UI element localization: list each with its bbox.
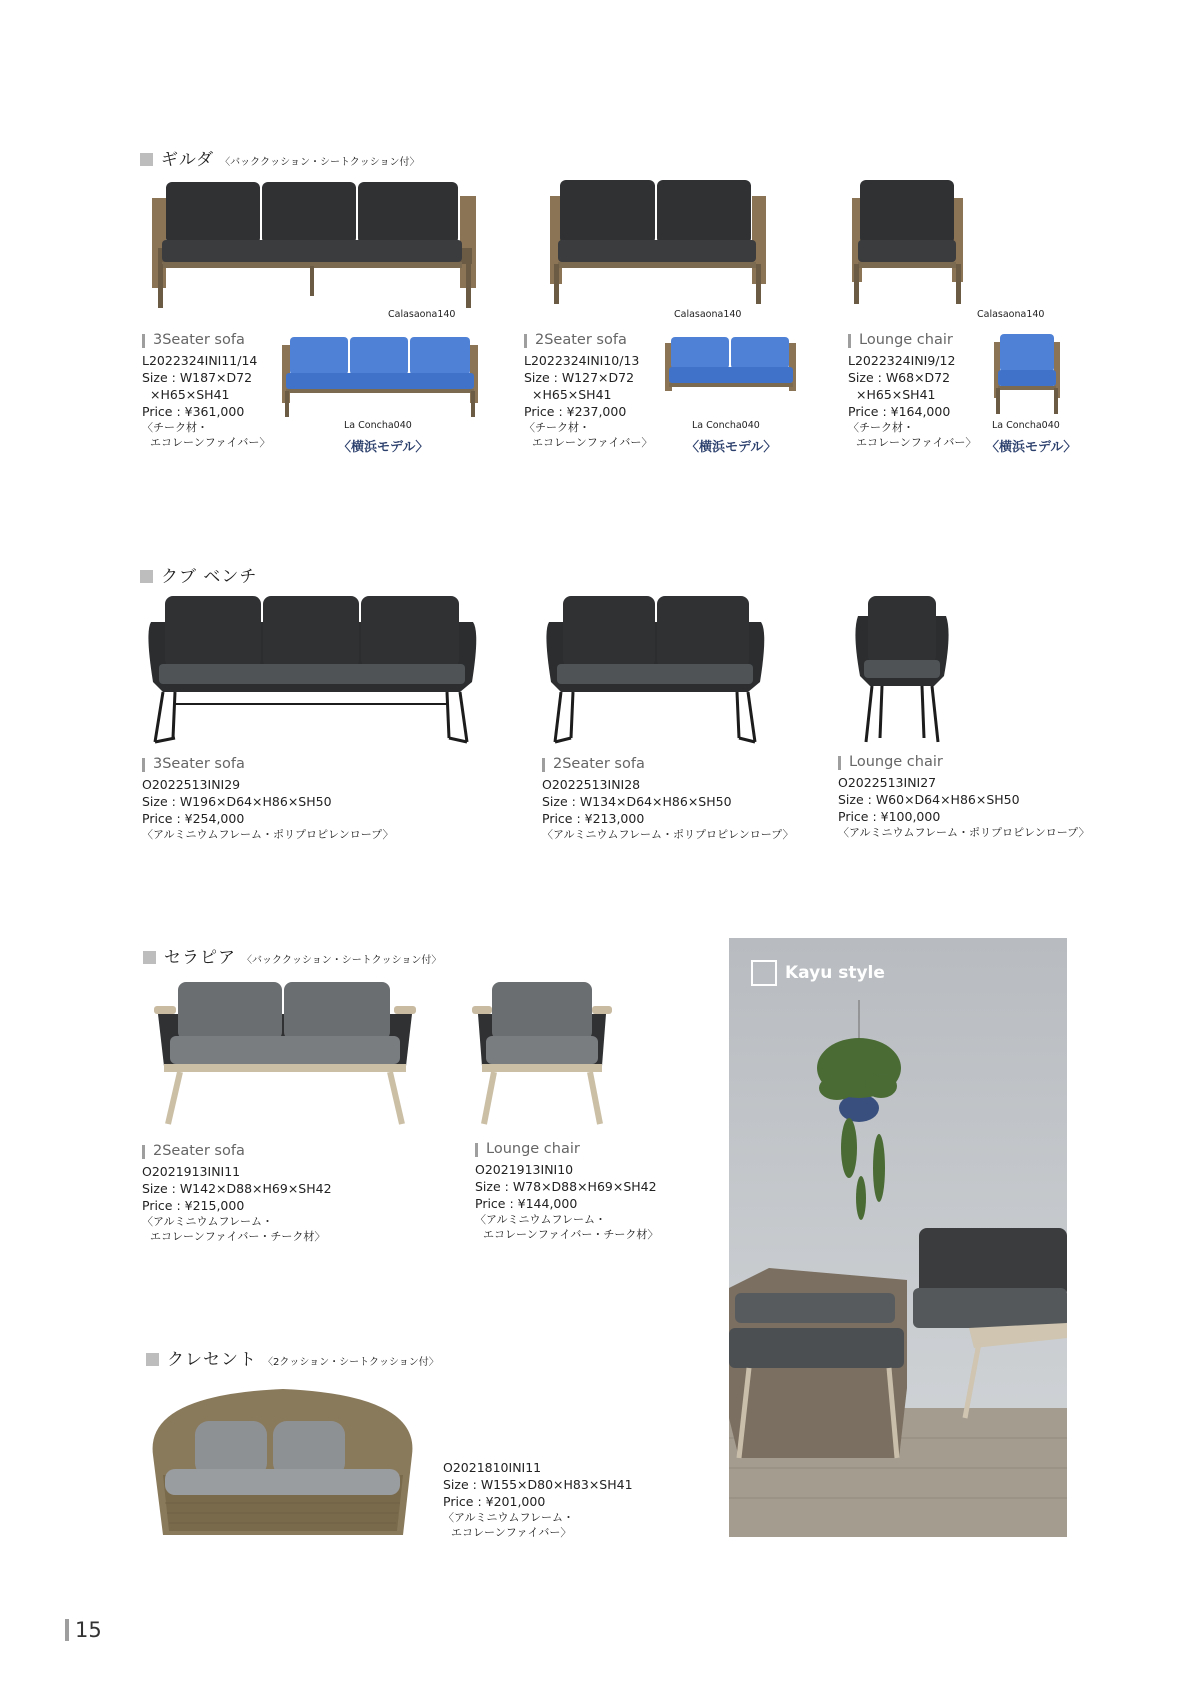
type-marker: [542, 758, 545, 772]
product-serapia-2seater: [142, 1143, 332, 1244]
kubu-3seater-photo: [145, 592, 480, 747]
product-size: Size : W127×D72: [524, 370, 635, 385]
product-type: [142, 1143, 332, 1160]
product-size: Size : W187×D72: [142, 370, 253, 385]
type-label: 3Seater sofa: [153, 332, 245, 348]
type-label: 2Seater sofa: [153, 1143, 245, 1159]
product-material-cont: エコレーンファイバー〉: [451, 1526, 572, 1539]
product-material: 〈チーク材・: [848, 421, 914, 434]
product-material: 〈チーク材・: [524, 421, 590, 434]
section-marker: [140, 153, 153, 166]
product-price: Price : ¥361,000: [142, 404, 245, 419]
section-title-kubu: [140, 562, 257, 587]
product-code: O2022513INI29: [142, 777, 241, 792]
section-marker: [146, 1353, 159, 1366]
lifestyle-scene: [729, 938, 1067, 1537]
fabric-label: Calasaona140: [388, 309, 456, 320]
kubu-2seater-photo: [543, 592, 768, 747]
section-name: クブ ベンチ: [161, 567, 258, 587]
type-label: Lounge chair: [849, 754, 943, 770]
product-code: O2021913INI10: [475, 1162, 574, 1177]
yokohama-model-label: 〈横浜モデル〉: [338, 440, 429, 455]
section-marker: [143, 951, 156, 964]
product-material-cont: エコレーンファイバー・チーク材〉: [483, 1228, 659, 1241]
product-type: [142, 756, 394, 773]
product-size: Size : W155×D80×H83×SH41: [443, 1477, 633, 1492]
product-material: 〈アルミニウムフレーム・ポリプロピレンロープ〉: [142, 828, 394, 841]
type-label: 2Seater sofa: [535, 332, 627, 348]
type-marker: [848, 334, 851, 348]
type-marker: [142, 1145, 145, 1159]
product-price: Price : ¥254,000: [142, 811, 245, 826]
product-price: Price : ¥164,000: [848, 404, 951, 419]
product-type: [848, 332, 976, 349]
section-marker: [140, 570, 153, 583]
type-label: 2Seater sofa: [553, 756, 645, 772]
fabric-label-alt: La Concha040: [344, 420, 412, 431]
product-price: Price : ¥201,000: [443, 1494, 546, 1509]
product-material-cont: エコレーンファイバー〉: [532, 436, 653, 449]
serapia-2seater-photo: [150, 978, 420, 1128]
product-material: 〈アルミニウムフレーム・ポリプロピレンロープ〉: [542, 828, 794, 841]
yokohama-model-label: 〈横浜モデル〉: [986, 440, 1077, 455]
product-type: [542, 756, 794, 773]
product-price: Price : ¥213,000: [542, 811, 645, 826]
section-name: ギルダ: [161, 150, 215, 170]
lifestyle-photo: [729, 938, 1067, 1537]
crescent-sofa-photo: [145, 1385, 420, 1540]
yokohama-model-label: 〈横浜モデル〉: [686, 440, 777, 455]
type-marker: [524, 334, 527, 348]
product-size: Size : W78×D88×H69×SH42: [475, 1179, 657, 1194]
product-material-cont: エコレーンファイバー〉: [150, 436, 271, 449]
product-code: O2021810INI11: [443, 1460, 542, 1475]
gilda-3seater-blue-photo: [280, 335, 480, 420]
section-title-crescent: [146, 1345, 439, 1370]
product-material: 〈アルミニウムフレーム・: [475, 1213, 607, 1226]
product-material: 〈チーク材・: [142, 421, 208, 434]
product-price: Price : ¥100,000: [838, 809, 941, 824]
product-type: [838, 754, 1090, 771]
brand-watermark: [751, 960, 885, 986]
product-gilda-2seater: [524, 332, 652, 450]
section-name: クレセント: [167, 1350, 257, 1370]
product-size-cont: ×H65×SH41: [532, 387, 612, 402]
page-number-marker: [65, 1619, 69, 1641]
product-size: Size : W134×D64×H86×SH50: [542, 794, 732, 809]
product-material-cont: エコレーンファイバー・チーク材〉: [150, 1230, 326, 1243]
type-label: 3Seater sofa: [153, 756, 245, 772]
product-code: L2022324INI9/12: [848, 353, 956, 368]
product-size: Size : W196×D64×H86×SH50: [142, 794, 332, 809]
product-kubu-3seater: [142, 756, 394, 842]
product-price: Price : ¥144,000: [475, 1196, 578, 1211]
section-title-serapia: [143, 943, 441, 968]
type-label: Lounge chair: [859, 332, 953, 348]
section-subtitle: 〈バッククッション・シートクッション付〉: [220, 157, 420, 168]
kubu-lounge-photo: [852, 592, 952, 747]
product-crescent: [443, 1459, 633, 1540]
fabric-label: Calasaona140: [977, 309, 1045, 320]
product-gilda-3seater: [142, 332, 270, 450]
product-type: [142, 332, 270, 349]
fabric-label-alt: La Concha040: [992, 420, 1060, 431]
page-number: [65, 1618, 102, 1642]
product-code: O2021913INI11: [142, 1164, 241, 1179]
gilda-lounge-photo: [850, 178, 965, 308]
product-type: [524, 332, 652, 349]
product-price: Price : ¥215,000: [142, 1198, 245, 1213]
product-code: O2022513INI27: [838, 775, 937, 790]
product-size: Size : W68×D72: [848, 370, 951, 385]
product-price: Price : ¥237,000: [524, 404, 627, 419]
product-size: Size : W142×D88×H69×SH42: [142, 1181, 332, 1196]
product-code: L2022324INI11/14: [142, 353, 258, 368]
product-size-cont: ×H65×SH41: [150, 387, 230, 402]
gilda-2seater-photo: [548, 178, 768, 308]
section-name: セラピア: [164, 948, 236, 968]
product-kubu-lounge: [838, 754, 1090, 840]
type-marker: [142, 334, 145, 348]
product-size-cont: ×H65×SH41: [856, 387, 936, 402]
product-code: L2022324INI10/13: [524, 353, 640, 368]
type-marker: [475, 1143, 478, 1157]
type-marker: [142, 758, 145, 772]
product-code: O2022513INI28: [542, 777, 641, 792]
product-type: [475, 1141, 658, 1158]
page-number-text: 15: [75, 1618, 102, 1642]
gilda-2seater-blue-photo: [663, 335, 798, 397]
gilda-3seater-photo: [150, 178, 480, 313]
type-label: Lounge chair: [486, 1141, 580, 1157]
fabric-label: Calasaona140: [674, 309, 742, 320]
product-size: Size : W60×D64×H86×SH50: [838, 792, 1020, 807]
gilda-lounge-blue-photo: [992, 332, 1062, 417]
product-material: 〈アルミニウムフレーム・: [142, 1215, 274, 1228]
product-material: 〈アルミニウムフレーム・ポリプロピレンロープ〉: [838, 826, 1090, 839]
section-title-gilda: [140, 145, 420, 170]
product-gilda-lounge: [848, 332, 976, 450]
section-subtitle: 〈2クッション・シートクッション付〉: [263, 1357, 439, 1368]
product-serapia-lounge: [475, 1141, 658, 1242]
brand-name: Kayu style: [785, 963, 885, 983]
product-material: 〈アルミニウムフレーム・: [443, 1511, 575, 1524]
brand-logo-icon: [751, 960, 777, 986]
fabric-label-alt: La Concha040: [692, 420, 760, 431]
type-marker: [838, 756, 841, 770]
product-kubu-2seater: [542, 756, 794, 842]
section-subtitle: 〈バッククッション・シートクッション付〉: [242, 955, 442, 966]
serapia-lounge-photo: [470, 978, 615, 1128]
product-material-cont: エコレーンファイバー〉: [856, 436, 977, 449]
